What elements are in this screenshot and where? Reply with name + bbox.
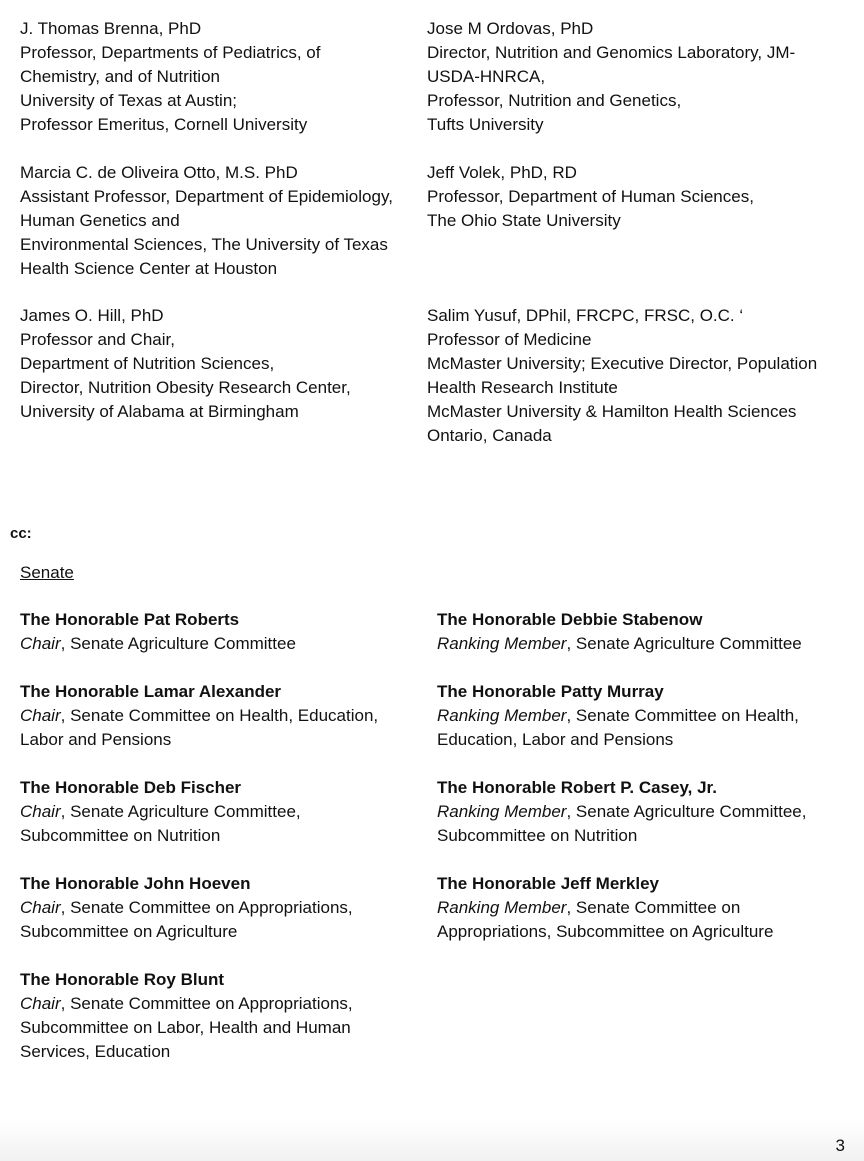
recipient-line: , Senate Committee on Appropriations, bbox=[60, 898, 353, 917]
signatory-line: Tufts University bbox=[427, 115, 544, 134]
signatory-line: J. Thomas Brenna, PhD bbox=[20, 19, 202, 38]
recipient-line: Subcommittee on Labor, Health and Human bbox=[20, 1018, 351, 1037]
recipient-role: Ranking Member bbox=[437, 898, 567, 917]
recipient-line: Appropriations, Subcommittee on Agriculture bbox=[437, 922, 774, 941]
recipient-role: Ranking Member bbox=[437, 706, 567, 725]
recipient-role: Chair bbox=[20, 706, 61, 725]
signatory-yusuf bbox=[427, 304, 817, 448]
recipient-alexander bbox=[20, 680, 378, 752]
recipient-name: The Honorable Robert P. Casey, Jr. bbox=[437, 778, 717, 797]
recipient-name: The Honorable Roy Blunt bbox=[20, 970, 224, 989]
signatory-brenna bbox=[20, 17, 320, 137]
recipient-fischer bbox=[20, 776, 301, 848]
recipient-role: Chair bbox=[20, 634, 61, 653]
signatory-line: Environmental Sciences, The University of Texas bbox=[20, 235, 388, 254]
recipient-role: Chair bbox=[20, 802, 61, 821]
recipient-line: , Senate Committee on bbox=[566, 898, 741, 917]
signatory-line: Department of Nutrition Sciences, bbox=[20, 354, 275, 373]
senate-heading: Senate bbox=[20, 563, 74, 582]
recipient-merkley bbox=[437, 872, 773, 944]
recipient-murray bbox=[437, 680, 799, 752]
recipient-name: The Honorable Deb Fischer bbox=[20, 778, 242, 797]
signatory-line: Jose M Ordovas, PhD bbox=[427, 19, 594, 38]
cc-label: cc: bbox=[10, 525, 32, 542]
recipient-line: , Senate Agriculture Committee bbox=[60, 634, 296, 653]
recipient-line: Labor and Pensions bbox=[20, 730, 172, 749]
signatory-line: Marcia C. de Oliveira Otto, M.S. PhD bbox=[20, 163, 298, 182]
recipient-role: Ranking Member bbox=[437, 634, 567, 653]
recipient-hoeven bbox=[20, 872, 353, 944]
signatory-line: Professor, Department of Human Sciences, bbox=[427, 187, 754, 206]
signatory-line: Professor, Nutrition and Genetics, bbox=[427, 91, 682, 110]
recipient-role: Ranking Member bbox=[437, 802, 567, 821]
signatory-line: Ontario, Canada bbox=[427, 426, 552, 445]
signatory-line: Chemistry, and of Nutrition bbox=[20, 67, 220, 86]
signatory-line: Director, Nutrition and Genomics Laboratory, JM- bbox=[427, 43, 796, 62]
signatory-ordovas bbox=[427, 17, 795, 137]
signatory-line: Professor of Medicine bbox=[427, 330, 592, 349]
signatory-line: Human Genetics and bbox=[20, 211, 180, 230]
signatory-line: McMaster University & Hamilton Health Sciences bbox=[427, 402, 797, 421]
recipient-line: , Senate Agriculture Committee, bbox=[566, 802, 807, 821]
recipient-line: Subcommittee on Agriculture bbox=[20, 922, 238, 941]
signatory-line: Salim Yusuf, DPhil, FRCPC, FRSC, O.C. ‘ bbox=[427, 306, 744, 325]
recipient-line: Education, Labor and Pensions bbox=[437, 730, 674, 749]
signatory-line: University of Alabama at Birmingham bbox=[20, 402, 299, 421]
recipient-casey bbox=[437, 776, 806, 848]
signatory-volek bbox=[427, 161, 754, 233]
recipient-line: , Senate Agriculture Committee, bbox=[60, 802, 301, 821]
signatory-line: Professor Emeritus, Cornell University bbox=[20, 115, 308, 134]
recipient-line: , Senate Committee on Health, Education, bbox=[60, 706, 379, 725]
recipient-name: The Honorable Jeff Merkley bbox=[437, 874, 660, 893]
recipient-name: The Honorable John Hoeven bbox=[20, 874, 251, 893]
recipient-line: Subcommittee on Nutrition bbox=[20, 826, 221, 845]
signatory-line: Professor, Departments of Pediatrics, of bbox=[20, 43, 321, 62]
page-footer bbox=[0, 1120, 864, 1161]
signatory-otto bbox=[20, 161, 393, 281]
signatory-line: Professor and Chair, bbox=[20, 330, 175, 349]
signatory-line: Director, Nutrition Obesity Research Center, bbox=[20, 378, 351, 397]
recipient-blunt bbox=[20, 968, 353, 1064]
recipient-role: Chair bbox=[20, 994, 61, 1013]
recipient-name: The Honorable Pat Roberts bbox=[20, 610, 240, 629]
signatory-line: James O. Hill, PhD bbox=[20, 306, 164, 325]
recipient-name: The Honorable Patty Murray bbox=[437, 682, 664, 701]
recipient-line: Services, Education bbox=[20, 1042, 171, 1061]
recipient-roberts bbox=[20, 608, 296, 656]
signatory-line: Health Science Center at Houston bbox=[20, 259, 278, 278]
signatory-line: USDA-HNRCA, bbox=[427, 67, 546, 86]
signatory-line: The Ohio State University bbox=[427, 211, 621, 230]
page-number: 3 bbox=[835, 1136, 845, 1155]
recipient-role: Chair bbox=[20, 898, 61, 917]
signatory-line: University of Texas at Austin; bbox=[20, 91, 238, 110]
recipient-name: The Honorable Lamar Alexander bbox=[20, 682, 282, 701]
recipient-stabenow bbox=[437, 608, 802, 656]
signatory-line: McMaster University; Executive Director, Population bbox=[427, 354, 818, 373]
recipient-line: , Senate Committee on Health, bbox=[566, 706, 799, 725]
signatory-line: Health Research Institute bbox=[427, 378, 618, 397]
signatory-line: Assistant Professor, Department of Epidemiology, bbox=[20, 187, 393, 206]
signatory-hill bbox=[20, 304, 351, 424]
recipient-line: , Senate Committee on Appropriations, bbox=[60, 994, 353, 1013]
recipient-line: Subcommittee on Nutrition bbox=[437, 826, 638, 845]
recipient-name: The Honorable Debbie Stabenow bbox=[437, 610, 703, 629]
signatory-line: Jeff Volek, PhD, RD bbox=[427, 163, 577, 182]
recipient-line: , Senate Agriculture Committee bbox=[566, 634, 802, 653]
